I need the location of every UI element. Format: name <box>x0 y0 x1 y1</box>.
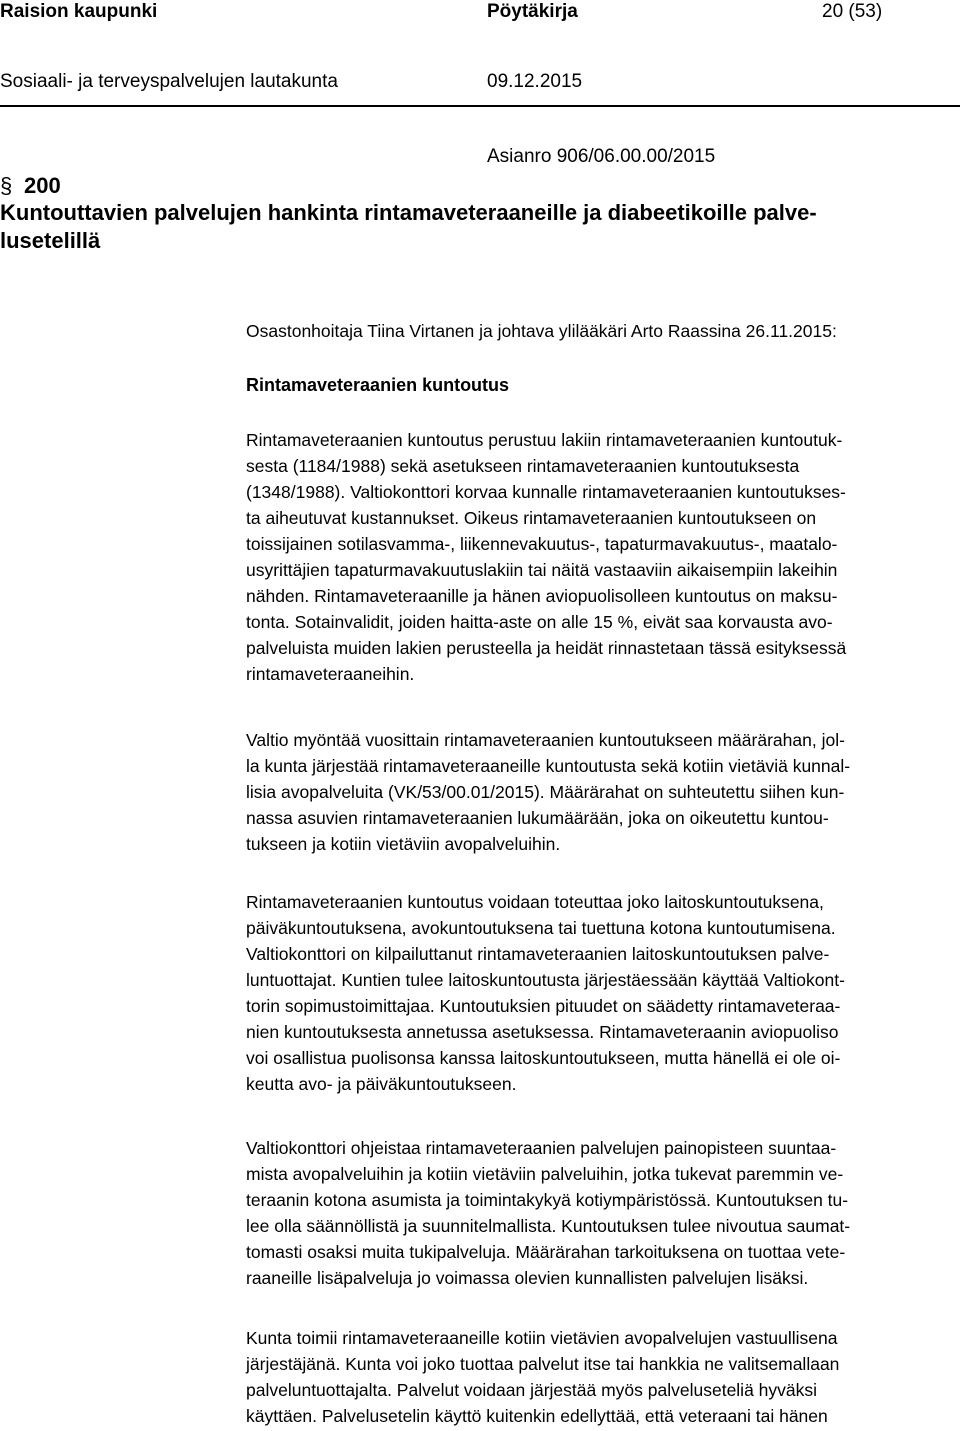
preparers-line: Osastonhoitaja Tiina Virtanen ja johtava ylilääkäri Arto Raassina 26.11.2015: <box>246 321 837 341</box>
text-line: keutta avo- ja päiväkuntoutukseen. <box>246 1074 517 1094</box>
text-line: tukseen ja kotiin vietäviin avopalveluihin. <box>246 834 561 854</box>
text-line: torin sopimustoimittajaa. Kuntoutuksien pituudet on säädetty rintamaveteraa- <box>246 996 841 1016</box>
text-line: palveluista muiden lakien perusteella ja heidät rinnastetaan tässä esityksessä <box>246 638 847 658</box>
header-divider <box>0 105 960 107</box>
paragraph <box>246 1135 960 1291</box>
item-title-line: lusetelillä <box>0 228 101 253</box>
text-line: Rintamaveteraanien kuntoutus voidaan toteuttaa joko laitoskuntoutuksena, <box>246 892 824 912</box>
paragraph <box>246 1325 960 1429</box>
text-line: (1348/1988). Valtiokonttori korvaa kunnalle rintamaveteraanien kuntoutukses- <box>246 482 846 502</box>
committee-name: Sosiaali- ja terveyspalvelujen lautakunta <box>0 71 338 92</box>
text-line: lisia avopalveluita (VK/53/00.01/2015). Määrärahat on suhteutettu siihen kun- <box>246 782 845 802</box>
text-line: luntuottajat. Kuntien tulee laitoskuntoutusta järjestäessään käyttää Valtiokont- <box>246 970 845 990</box>
paragraph <box>246 889 960 1097</box>
text-line: tonta. Sotainvalidit, joiden haitta-aste on alle 15 %, eivät saa korvausta avo- <box>246 612 833 632</box>
text-line: voi osallistua puolisonsa kanssa laitoskuntoutukseen, mutta hänellä ei ole oi- <box>246 1048 841 1068</box>
text-line: lee olla säännöllistä ja suunnitelmallista. Kuntoutuksen tulee nivoutua saumat- <box>246 1216 851 1236</box>
text-line: nien kuntoutuksesta annetussa asetuksessa. Rintamaveteraanin aviopuoliso <box>246 1022 839 1042</box>
paragraph <box>246 427 960 687</box>
paragraph <box>246 727 960 857</box>
text-line: raaneille lisäpalveluja jo voimassa olevien kunnallisten palvelujen lisäksi. <box>246 1268 809 1288</box>
text-line: nassa asuvien rintamaveteraanien lukumäärään, joka on oikeutettu kuntou- <box>246 808 829 828</box>
text-line: tomasti osaksi muita tukipalveluja. Määrärahan tarkoituksena on tuottaa vete- <box>246 1242 846 1262</box>
text-line: teraanin kotona asumista ja toimintakykyä kotiympäristössä. Kuntoutuksen tu- <box>246 1190 849 1210</box>
meeting-date: 09.12.2015 <box>487 71 583 92</box>
text-line: la kunta järjestää rintamaveteraaneille kuntoutusta sekä kotiin vietäviä kunnal- <box>246 756 851 776</box>
text-line: järjestäjänä. Kunta voi joko tuottaa palvelut itse tai hankkia ne valitsemallaan <box>246 1354 840 1374</box>
text-line: käyttäen. Palvelusetelin käyttö kuitenkin edellyttää, että veteraani tai hänen <box>246 1406 828 1426</box>
page-number: 20 (53) <box>822 1 883 22</box>
text-line: mista avopalveluihin ja kotiin vietäviin palveluihin, jotka tukevat paremmin ve- <box>246 1164 844 1184</box>
text-line: Valtiokonttori on kilpailuttanut rintamaveteraanien laitoskuntoutuksen palve- <box>246 944 830 964</box>
item-title-line: Kuntouttavien palvelujen hankinta rintamaveteraaneille ja diabeetikoille palve- <box>0 200 817 225</box>
text-line: rintamaveteraaneihin. <box>246 664 415 684</box>
case-number: Asianro 906/06.00.00/2015 <box>487 146 716 167</box>
section-symbol: § <box>0 173 13 198</box>
text-line: päiväkuntoutuksena, avokuntoutuksena tai tuettuna kotona kuntoutumisena. <box>246 918 836 938</box>
text-line: usyrittäjien tapaturmavakuutuslakiin tai näitä vastaaviin aikaisempiin lakeihin <box>246 560 838 580</box>
item-number: 200 <box>24 173 61 198</box>
organization-name: Raision kaupunki <box>0 1 158 22</box>
text-line: ta aiheutuvat kustannukset. Oikeus rintamaveteraanien kuntoutukseen on <box>246 508 817 528</box>
text-line: nähden. Rintamaveteraanille ja hänen aviopuolisolleen kuntoutus on maksu- <box>246 586 838 606</box>
text-line: Valtiokonttori ohjeistaa rintamaveteraanien palvelujen painopisteen suuntaa- <box>246 1138 837 1158</box>
text-line: Valtio myöntää vuosittain rintamaveteraanien kuntoutukseen määrärahan, jol- <box>246 730 845 750</box>
subheading: Rintamaveteraanien kuntoutus <box>246 375 510 395</box>
text-line: sesta (1184/1988) sekä asetukseen rintamaveteraanien kuntoutuksesta <box>246 456 800 476</box>
document-type: Pöytäkirja <box>487 1 578 22</box>
text-line: toissijainen sotilasvamma-, liikennevakuutus-, tapaturmavakuutus-, maatalo- <box>246 534 838 554</box>
item-title <box>0 199 940 255</box>
text-line: palveluntuottajalta. Palvelut voidaan järjestää myös palveluseteliä hyväksi <box>246 1380 818 1400</box>
text-line: Kunta toimii rintamaveteraaneille kotiin vietävien avopalvelujen vastuullisena <box>246 1328 838 1348</box>
text-line: Rintamaveteraanien kuntoutus perustuu lakiin rintamaveteraanien kuntoutuk- <box>246 430 843 450</box>
